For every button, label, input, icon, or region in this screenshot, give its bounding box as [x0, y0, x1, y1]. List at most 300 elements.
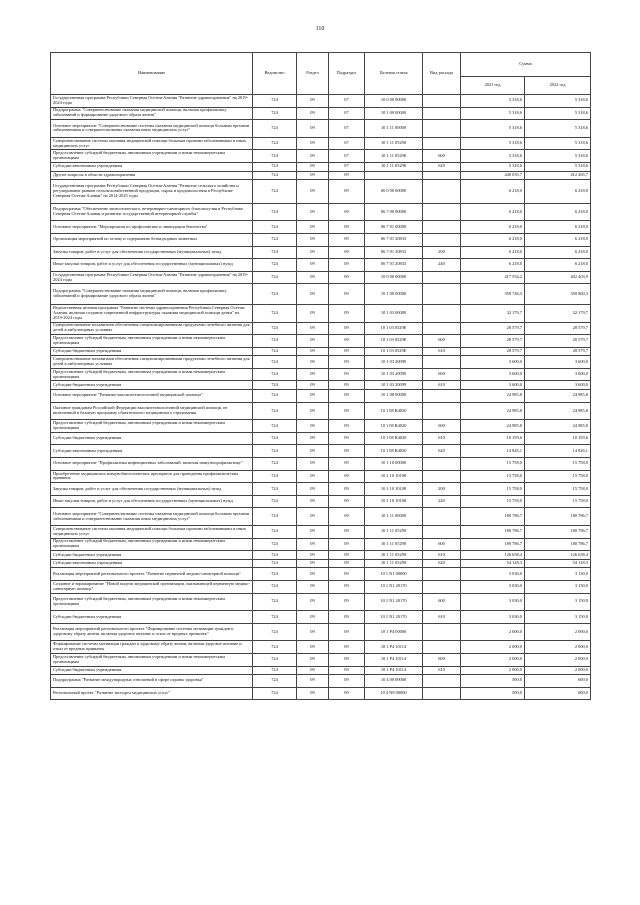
cell-name: Подпрограмма "Совершенствование оказания медицинской помощи, включая профилактику заболеваний и формирование здорового образа жизни": [51, 107, 253, 120]
cell-csr: 10 1 N1 00000: [365, 568, 423, 581]
cell-csr: 06 7 00 00000: [365, 203, 423, 221]
cell-sum-2022: 15 758,0: [525, 495, 591, 508]
cell-sum-2021: 2 000,0: [461, 653, 525, 666]
table-row: [51, 335, 591, 348]
cell-name: Субсидии бюджетным учреждениям: [51, 611, 253, 624]
cell-vr: [423, 623, 461, 641]
cell-vedomstvo: 724: [253, 495, 297, 508]
table-row: [51, 107, 591, 120]
cell-sum-2022: 6 218,0: [525, 246, 591, 259]
cell-name: Основное мероприятие "Профилактика инфекционных заболеваний, включая иммунопрофилактику": [51, 458, 253, 471]
cell-sum-2021: 6 218,0: [461, 221, 525, 234]
cell-vedomstvo: 724: [253, 559, 297, 568]
cell-vedomstvo: 724: [253, 120, 297, 138]
table-row: [51, 284, 591, 305]
cell-vedomstvo: 724: [253, 203, 297, 221]
cell-name: Совершенствование системы оказания медицинской помощи больным прочими заболеваниями и иных медицинских услуг: [51, 526, 253, 539]
cell-name: Оказание гражданам Российской Федерации высокотехнологичной медицинской помощи, не включенной в базовую программу обязательного медицинского страхования: [51, 402, 253, 420]
cell-csr: 10 1 08 R4020: [365, 402, 423, 420]
cell-sum-2022: 28 579,7: [525, 322, 591, 335]
cell-vr: [423, 526, 461, 539]
cell-razdel: 09: [297, 580, 329, 593]
cell-csr: 10 1 03 20099: [365, 368, 423, 381]
cell-sum-2021: 2 000,0: [461, 641, 525, 654]
cell-vr: 610: [423, 347, 461, 356]
cell-name: Совершенствование механизмов обеспечения специализированными продуктами лечебного питания для детей в амбулаторных условиях: [51, 322, 253, 335]
cell-vedomstvo: 724: [253, 653, 297, 666]
cell-vedomstvo: 724: [253, 221, 297, 234]
cell-name: Предоставление субсидий бюджетным, автономным учреждениям и иным некоммерческим организациям: [51, 150, 253, 163]
cell-razdel: 09: [297, 559, 329, 568]
cell-sum-2022: 15 758,0: [525, 458, 591, 471]
cell-name: Основное мероприятие "Совершенствование системы оказания медицинской помощи больным прочими заболеваниями и совершенствование оказания иных медицинских услуг": [51, 508, 253, 526]
cell-csr: 10 0 00 00000: [365, 95, 423, 108]
cell-sum-2022: 3 600,0: [525, 381, 591, 390]
cell-vedomstvo: 724: [253, 641, 297, 654]
cell-csr: 10 1 11 05298: [365, 526, 423, 539]
cell-sum-2021: 500,0: [461, 687, 525, 700]
cell-sum-2022: 3 150,0: [525, 568, 591, 581]
cell-podrazdel: 07: [329, 107, 365, 120]
cell-sum-2022: 6 218,0: [525, 233, 591, 246]
cell-vr: 620: [423, 445, 461, 458]
cell-sum-2021: 5 318,6: [461, 137, 525, 150]
cell-sum-2021: 5 318,6: [461, 107, 525, 120]
cell-vr: 600: [423, 538, 461, 551]
cell-sum-2021: 440 035,7: [461, 171, 525, 180]
cell-name: Субсидии бюджетным учреждениям: [51, 432, 253, 445]
cell-csr: 10 1 11 00000: [365, 120, 423, 138]
cell-razdel: 09: [297, 538, 329, 551]
cell-csr: 06 7 01 20833: [365, 246, 423, 259]
cell-csr: 10 1 08 R4020: [365, 432, 423, 445]
cell-vr: [423, 203, 461, 221]
cell-name: Приобретение медицинских иммунобиологических препаратов для проведения профилактических прививок: [51, 470, 253, 483]
cell-razdel: 09: [297, 495, 329, 508]
cell-vr: 610: [423, 551, 461, 560]
cell-sum-2022: 10 159,6: [525, 432, 591, 445]
table-row: [51, 666, 591, 675]
cell-razdel: 09: [297, 259, 329, 272]
cell-name: Предоставление субсидий бюджетным, автономным учреждениям и иным некоммерческим организациям: [51, 653, 253, 666]
cell-vr: 600: [423, 593, 461, 611]
cell-sum-2022: 3 150,0: [525, 611, 591, 624]
cell-sum-2021: 417 554,2: [461, 271, 525, 284]
cell-vedomstvo: 724: [253, 623, 297, 641]
cell-razdel: 09: [297, 95, 329, 108]
cell-vr: [423, 221, 461, 234]
cell-razdel: 09: [297, 593, 329, 611]
cell-podrazdel: 09: [329, 641, 365, 654]
cell-sum-2022: 15 758,0: [525, 470, 591, 483]
cell-podrazdel: 09: [329, 508, 365, 526]
cell-podrazdel: 09: [329, 675, 365, 688]
cell-vr: [423, 687, 461, 700]
cell-vedomstvo: 724: [253, 246, 297, 259]
table-row: [51, 432, 591, 445]
cell-sum-2021: 24 985,8: [461, 402, 525, 420]
table-row: [51, 675, 591, 688]
cell-razdel: 09: [297, 137, 329, 150]
cell-vr: [423, 180, 461, 204]
header-vr: Вид расхода: [423, 53, 461, 95]
cell-razdel: 09: [297, 611, 329, 624]
table-row: [51, 483, 591, 496]
table-row: [51, 203, 591, 221]
cell-razdel: 09: [297, 335, 329, 348]
cell-vr: [423, 137, 461, 150]
header-podrazdel: Подраздел: [329, 53, 365, 95]
cell-vr: 610: [423, 611, 461, 624]
cell-sum-2021: 2 000,0: [461, 623, 525, 641]
cell-razdel: 09: [297, 322, 329, 335]
cell-csr: 10 1 N1 20170: [365, 580, 423, 593]
cell-vedomstvo: 724: [253, 458, 297, 471]
cell-vr: [423, 390, 461, 403]
cell-vedomstvo: 724: [253, 180, 297, 204]
cell-vr: [423, 508, 461, 526]
cell-vedomstvo: 724: [253, 95, 297, 108]
cell-vedomstvo: 724: [253, 402, 297, 420]
cell-csr: 10 1 00 00000: [365, 107, 423, 120]
cell-name: Государственная программа Республики Северная Осетия-Алания "Развитие здравоохранения" на 2019-2024 годы: [51, 271, 253, 284]
cell-vr: 610: [423, 432, 461, 445]
cell-sum-2022: 24 985,8: [525, 402, 591, 420]
table-row: [51, 538, 591, 551]
cell-sum-2021: 10 159,6: [461, 432, 525, 445]
cell-name: Субсидии автономным учреждениям: [51, 445, 253, 458]
cell-razdel: 09: [297, 107, 329, 120]
table-row: [51, 180, 591, 204]
cell-name: Субсидии бюджетным учреждениям: [51, 551, 253, 560]
cell-podrazdel: 09: [329, 203, 365, 221]
table-row: [51, 322, 591, 335]
table-row: [51, 368, 591, 381]
cell-podrazdel: 09: [329, 347, 365, 356]
cell-vedomstvo: 724: [253, 526, 297, 539]
table-row: [51, 526, 591, 539]
cell-razdel: 09: [297, 568, 329, 581]
cell-razdel: 09: [297, 675, 329, 688]
cell-csr: 10 1 N1 20170: [365, 593, 423, 611]
table-row: [51, 347, 591, 356]
table-row: [51, 271, 591, 284]
cell-name: Основное мероприятие "Развитие высокотехнологичной медицинской помощи": [51, 390, 253, 403]
cell-sum-2022: 3 150,0: [525, 580, 591, 593]
cell-csr: 10 1 10 10108: [365, 470, 423, 483]
table-row: [51, 623, 591, 641]
cell-name: Основное мероприятие "Совершенствование системы оказания медицинской помощи больным прочими заболеваниями и совершенствование оказания иных медицинских услуг": [51, 120, 253, 138]
table-row: [51, 304, 591, 322]
cell-sum-2021: 500,0: [461, 675, 525, 688]
cell-vr: [423, 107, 461, 120]
cell-vr: 200: [423, 246, 461, 259]
cell-vedomstvo: 724: [253, 611, 297, 624]
header-summa: Сумма: [461, 53, 591, 77]
cell-sum-2021: 3 030,0: [461, 611, 525, 624]
cell-name: Подпрограмма "Обеспечение эпизоотического, ветеринарно-санитарного благополучия в Республике Северная Осетия-Алания и развитие государственной ветеринарной службы": [51, 203, 253, 221]
cell-sum-2021: 32 179,7: [461, 304, 525, 322]
cell-sum-2022: 126 658,4: [525, 551, 591, 560]
table-row: [51, 508, 591, 526]
cell-razdel: 09: [297, 666, 329, 675]
cell-csr: 10 1 P4 10114: [365, 666, 423, 675]
cell-sum-2022: 5 318,6: [525, 137, 591, 150]
cell-sum-2022: 3 600,0: [525, 356, 591, 369]
cell-razdel: 09: [297, 221, 329, 234]
cell-sum-2021: 28 579,7: [461, 322, 525, 335]
cell-sum-2021: 6 218,0: [461, 259, 525, 272]
cell-vr: [423, 356, 461, 369]
cell-name: Иные закупки товаров, работ и услуг для обеспечения государственных (муниципальных) нужд: [51, 259, 253, 272]
cell-vedomstvo: 724: [253, 335, 297, 348]
table-row: [51, 653, 591, 666]
cell-sum-2021: 5 318,6: [461, 120, 525, 138]
cell-name: Предоставление субсидий бюджетным, автономным учреждениям и иным некоммерческим организациям: [51, 593, 253, 611]
cell-vr: 200: [423, 483, 461, 496]
cell-vr: [423, 568, 461, 581]
cell-csr: 10 1 03 0529Е: [365, 335, 423, 348]
cell-name: Реализация мероприятий регионального проекта "Формирование системы мотивации граждан к здоровому образу жизни, включая здоровое питание и отказ от вредных привычек": [51, 623, 253, 641]
cell-sum-2022: 3 600,0: [525, 368, 591, 381]
cell-podrazdel: 07: [329, 120, 365, 138]
cell-razdel: 09: [297, 150, 329, 163]
cell-podrazdel: 09: [329, 356, 365, 369]
cell-csr: 10 1 03 0529Е: [365, 347, 423, 356]
cell-podrazdel: 09: [329, 483, 365, 496]
cell-vedomstvo: 724: [253, 381, 297, 390]
cell-podrazdel: 09: [329, 687, 365, 700]
cell-podrazdel: 09: [329, 368, 365, 381]
cell-sum-2021: 3 030,0: [461, 593, 525, 611]
table-row: [51, 641, 591, 654]
cell-csr: 06 0 00 00000: [365, 180, 423, 204]
cell-sum-2021: 5 318,6: [461, 162, 525, 171]
cell-podrazdel: 07: [329, 150, 365, 163]
cell-vedomstvo: 724: [253, 304, 297, 322]
table-row: [51, 611, 591, 624]
cell-vr: [423, 284, 461, 305]
cell-csr: 10 1 03 00000: [365, 304, 423, 322]
cell-vedomstvo: 724: [253, 483, 297, 496]
cell-vedomstvo: 724: [253, 687, 297, 700]
table-row: [51, 470, 591, 483]
cell-name: Предоставление субсидий бюджетным, автономным учреждениям и иным некоммерческим организациям: [51, 420, 253, 433]
cell-razdel: 09: [297, 641, 329, 654]
cell-podrazdel: 09: [329, 470, 365, 483]
cell-vedomstvo: 724: [253, 284, 297, 305]
cell-csr: 06 7 01 20833: [365, 259, 423, 272]
cell-vr: [423, 322, 461, 335]
cell-vr: [423, 95, 461, 108]
cell-sum-2022: 6 218,0: [525, 259, 591, 272]
cell-vr: 600: [423, 653, 461, 666]
cell-name: Региональный проект "Развитие экспорта медицинских услуг": [51, 687, 253, 700]
header-year-2021: 2021 год: [461, 77, 525, 95]
cell-sum-2021: 15 758,0: [461, 495, 525, 508]
cell-name: Совершенствование механизмов обеспечения специализированными продуктами лечебного питания для детей в амбулаторных условиях: [51, 356, 253, 369]
cell-sum-2022: 6 218,0: [525, 180, 591, 204]
cell-name: Субсидии бюджетным учреждениям: [51, 666, 253, 675]
cell-name: Предоставление субсидий бюджетным, автономным учреждениям и иным некоммерческим организациям: [51, 335, 253, 348]
cell-razdel: 09: [297, 483, 329, 496]
cell-name: Предоставление субсидий бюджетным, автономным учреждениям и иным некоммерческим организациям: [51, 538, 253, 551]
cell-name: Подпрограмма "Развитие международных отношений в сфере охраны здоровья": [51, 675, 253, 688]
cell-vedomstvo: 724: [253, 508, 297, 526]
cell-razdel: 09: [297, 526, 329, 539]
cell-vedomstvo: 724: [253, 233, 297, 246]
cell-sum-2022: 54 128,3: [525, 559, 591, 568]
cell-csr: 06 7 01 00000: [365, 221, 423, 234]
cell-razdel: 09: [297, 203, 329, 221]
cell-podrazdel: 09: [329, 284, 365, 305]
cell-sum-2021: 15 758,0: [461, 470, 525, 483]
cell-razdel: 09: [297, 304, 329, 322]
budget-table: [50, 52, 591, 700]
cell-podrazdel: 09: [329, 381, 365, 390]
cell-sum-2022: 14 826,1: [525, 445, 591, 458]
cell-sum-2021: 3 600,0: [461, 368, 525, 381]
table-row: [51, 120, 591, 138]
cell-razdel: 09: [297, 246, 329, 259]
cell-csr: 10 1 P4 10114: [365, 653, 423, 666]
cell-razdel: 09: [297, 381, 329, 390]
cell-podrazdel: 09: [329, 495, 365, 508]
cell-sum-2022: 15 758,0: [525, 483, 591, 496]
cell-sum-2021: 24 985,8: [461, 390, 525, 403]
cell-sum-2021: 5 318,6: [461, 95, 525, 108]
cell-vr: [423, 304, 461, 322]
cell-razdel: 09: [297, 551, 329, 560]
cell-vedomstvo: 724: [253, 171, 297, 180]
cell-csr: 10 1 11 05298: [365, 559, 423, 568]
header-csr: Целевая статья: [365, 53, 423, 95]
cell-csr: 10 1 00 00000: [365, 284, 423, 305]
table-row: [51, 162, 591, 171]
cell-podrazdel: 09: [329, 271, 365, 284]
table-row: [51, 95, 591, 108]
table-row: [51, 593, 591, 611]
cell-sum-2022: 180 786,7: [525, 538, 591, 551]
table-row: [51, 233, 591, 246]
table-row: [51, 551, 591, 560]
cell-razdel: 09: [297, 420, 329, 433]
cell-name: Ведомственная целевая программа "Развитие системы здравоохранения Республики Северная Осетия-Алания, включая создание современной инфраструктуры оказания медицинской помощи детям" на 2019-2024 годы: [51, 304, 253, 322]
table-row: [51, 559, 591, 568]
cell-vr: [423, 120, 461, 138]
cell-sum-2021: 180 786,7: [461, 526, 525, 539]
cell-podrazdel: 09: [329, 432, 365, 445]
cell-sum-2021: 3 030,0: [461, 568, 525, 581]
cell-name: Совершенствование системы оказания медицинской помощи больным прочими заболеваниями и иных медицинских услуг: [51, 137, 253, 150]
cell-razdel: 09: [297, 271, 329, 284]
cell-name: Организация мероприятий по отлову и содержанию безнадзорных животных: [51, 233, 253, 246]
cell-sum-2022: 600,0: [525, 687, 591, 700]
cell-sum-2021: 15 758,0: [461, 458, 525, 471]
cell-sum-2022: 2 000,0: [525, 623, 591, 641]
cell-vr: 610: [423, 381, 461, 390]
cell-name: Подпрограмма "Совершенствование оказания медицинской помощи, включая профилактику заболеваний и формирование здорового образа жизни": [51, 284, 253, 305]
cell-podrazdel: 09: [329, 171, 365, 180]
cell-vr: 600: [423, 420, 461, 433]
cell-sum-2022: 2 000,0: [525, 653, 591, 666]
cell-csr: 10 1 N1 20170: [365, 611, 423, 624]
cell-podrazdel: 09: [329, 221, 365, 234]
cell-name: Формирование системы мотивации граждан к здоровому образу жизни, включая здоровое питание и отказ от вредных привычек: [51, 641, 253, 654]
header-razdel: Раздел: [297, 53, 329, 95]
table-body: [51, 95, 591, 700]
cell-vedomstvo: 724: [253, 137, 297, 150]
cell-vedomstvo: 724: [253, 356, 297, 369]
table-row: [51, 390, 591, 403]
cell-csr: 10 0 00 00000: [365, 271, 423, 284]
cell-vedomstvo: 724: [253, 322, 297, 335]
cell-name: Субсидии автономным учреждениям: [51, 162, 253, 171]
cell-podrazdel: 09: [329, 458, 365, 471]
cell-sum-2022: 6 218,0: [525, 203, 591, 221]
cell-sum-2022: 5 318,6: [525, 120, 591, 138]
cell-razdel: 09: [297, 458, 329, 471]
cell-sum-2021: 28 579,7: [461, 347, 525, 356]
header-vedomstvo: Ведомство: [253, 53, 297, 95]
cell-csr: 06 7 01 20833: [365, 233, 423, 246]
cell-vedomstvo: 724: [253, 675, 297, 688]
cell-vedomstvo: 724: [253, 470, 297, 483]
cell-podrazdel: 09: [329, 335, 365, 348]
cell-sum-2021: 3 600,0: [461, 381, 525, 390]
cell-vedomstvo: 724: [253, 538, 297, 551]
cell-razdel: 09: [297, 653, 329, 666]
table-row: [51, 137, 591, 150]
cell-sum-2021: 6 218,0: [461, 246, 525, 259]
cell-csr: 10 1 11 05298: [365, 137, 423, 150]
cell-sum-2021: 358 746,3: [461, 284, 525, 305]
cell-name: Закупка товаров, работ и услуг для обеспечения государственных (муниципальных) нужд: [51, 483, 253, 496]
table-row: [51, 381, 591, 390]
cell-podrazdel: 09: [329, 538, 365, 551]
cell-name: Государственная программа Республики Северная Осетия-Алания "Развитие здравоохранения" на 2019-2024 годы: [51, 95, 253, 108]
cell-sum-2021: 6 218,0: [461, 180, 525, 204]
table-row: [51, 150, 591, 163]
cell-vr: 600: [423, 368, 461, 381]
cell-razdel: 09: [297, 180, 329, 204]
cell-sum-2022: 24 985,8: [525, 420, 591, 433]
cell-razdel: 09: [297, 508, 329, 526]
cell-csr: 10 4 N8 00000: [365, 687, 423, 700]
cell-podrazdel: 07: [329, 162, 365, 171]
cell-razdel: 09: [297, 687, 329, 700]
cell-podrazdel: 09: [329, 180, 365, 204]
cell-csr: 10 1 03 20099: [365, 381, 423, 390]
cell-sum-2022: 28 579,7: [525, 347, 591, 356]
cell-podrazdel: 09: [329, 246, 365, 259]
cell-csr: 10 1 11 00000: [365, 508, 423, 526]
cell-name: Субсидии автономным учреждениям: [51, 559, 253, 568]
table-row: [51, 356, 591, 369]
cell-podrazdel: 09: [329, 322, 365, 335]
table-row: [51, 445, 591, 458]
cell-podrazdel: 09: [329, 420, 365, 433]
cell-sum-2021: 28 579,7: [461, 335, 525, 348]
cell-sum-2022: 5 318,6: [525, 162, 591, 171]
cell-vr: 600: [423, 335, 461, 348]
cell-vr: [423, 233, 461, 246]
cell-razdel: 09: [297, 445, 329, 458]
cell-sum-2022: 5 318,6: [525, 107, 591, 120]
cell-vedomstvo: 724: [253, 150, 297, 163]
cell-vedomstvo: 724: [253, 593, 297, 611]
cell-sum-2021: 24 985,8: [461, 420, 525, 433]
